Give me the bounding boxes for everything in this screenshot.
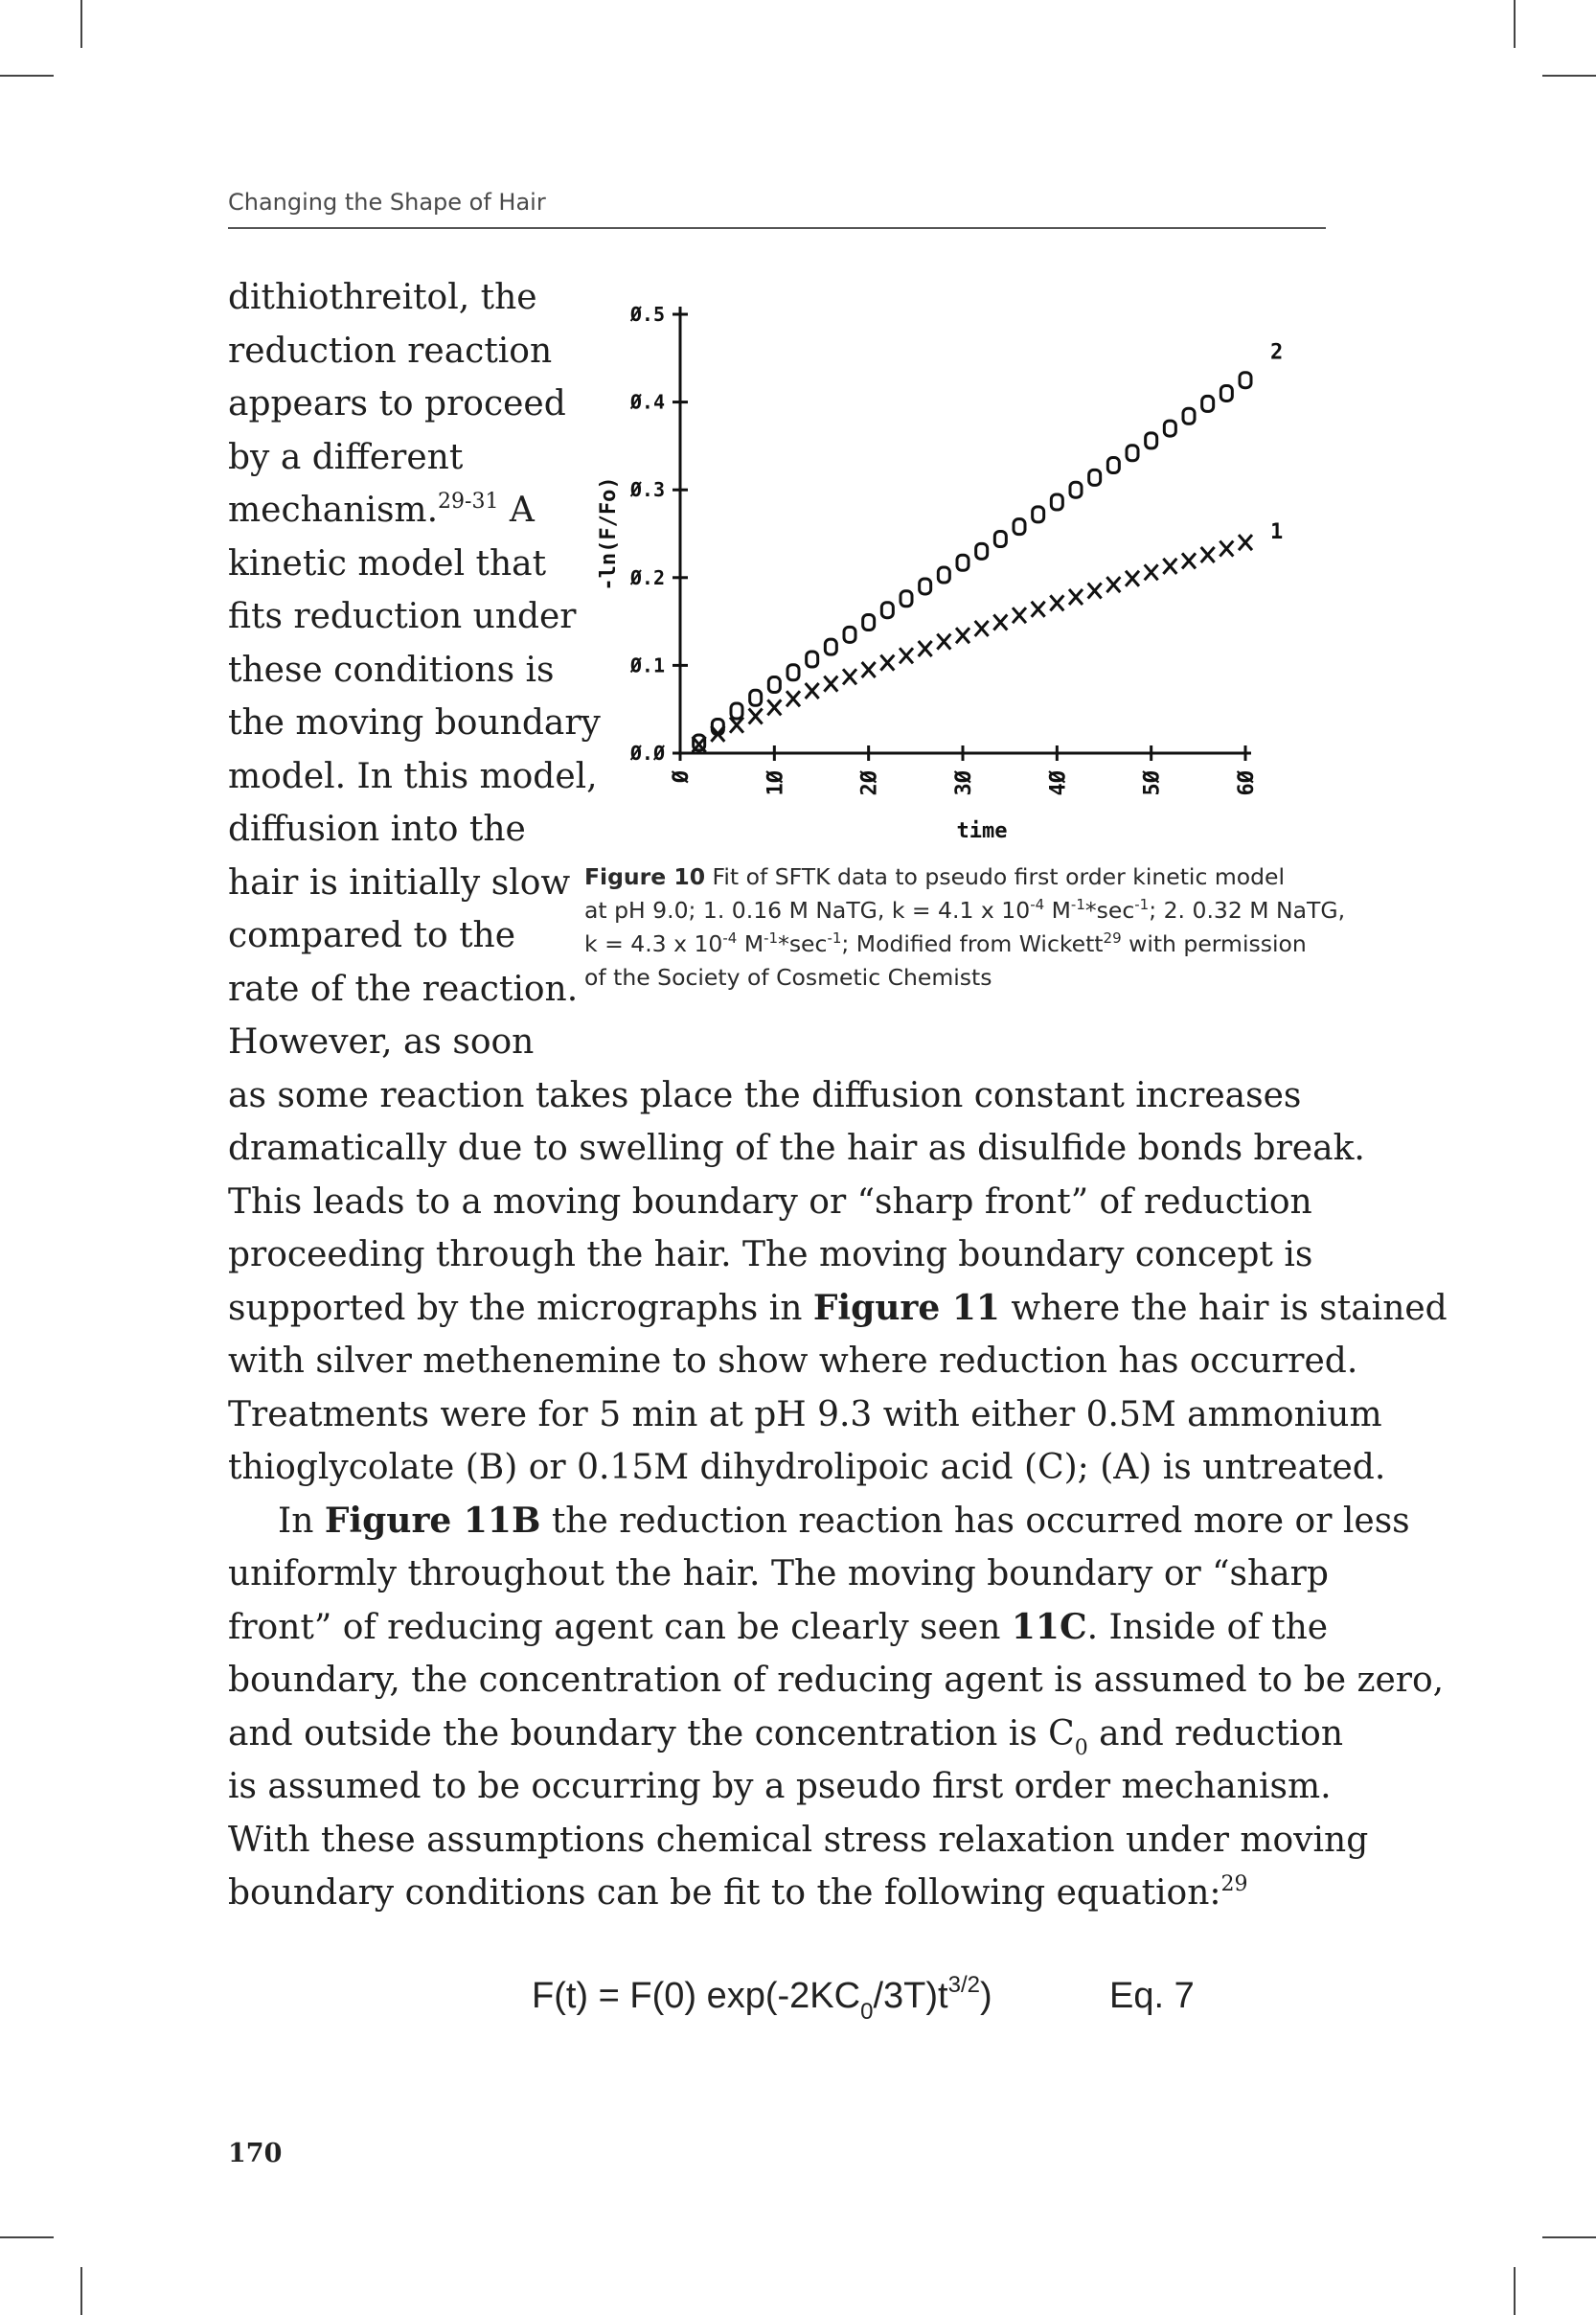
kinetic-plot — [584, 276, 1322, 851]
text-line: boundary, the concentration of reducing agent is assumed to be zero, — [228, 1661, 1445, 1700]
crop-mark — [1542, 75, 1596, 77]
text-line: mechanism.$^{29-31}$ A — [228, 490, 535, 530]
data-point-series-2 — [938, 567, 949, 583]
data-point-series-1 — [1182, 553, 1196, 568]
data-point-series-1 — [1050, 595, 1063, 610]
text-line: fits reduction under — [228, 597, 577, 636]
data-point-series-1 — [1163, 559, 1176, 574]
x-tick-label: 3Ø — [952, 770, 976, 796]
data-point-series-2 — [1127, 446, 1138, 461]
data-point-series-2 — [920, 579, 931, 594]
text-line: rate of the reaction. — [228, 969, 579, 1009]
data-point-series-2 — [1220, 385, 1232, 401]
data-point-series-1 — [1126, 571, 1139, 586]
figure-reference: Figure 11 — [812, 1287, 1000, 1328]
data-point-series-1 — [1088, 584, 1102, 599]
data-point-series-1 — [919, 641, 932, 656]
text-line: as some reaction takes place the diffusion constant increases — [228, 1075, 1302, 1115]
text-line: dithiothreitol, the — [228, 278, 537, 317]
series-label: 2 — [1270, 340, 1284, 365]
text-line: by a different — [228, 437, 464, 477]
data-point-series-1 — [1032, 602, 1045, 617]
text-line: boundary conditions can be fit to the following equation:$^{29}$ — [228, 1872, 1248, 1913]
y-tick-label: Ø.3 — [629, 478, 665, 502]
caption-label: Figure 10 — [584, 863, 706, 890]
citation: 29 — [1220, 1872, 1248, 1896]
text-line: with silver methenemine to show where reduction has occurred. — [228, 1341, 1358, 1381]
y-tick-label: Ø.2 — [629, 565, 665, 589]
data-point-series-1 — [1145, 564, 1158, 580]
citation: 29-31 — [438, 490, 499, 514]
data-point-series-2 — [1164, 421, 1175, 436]
data-point-series-2 — [901, 591, 912, 607]
y-tick-label: Ø.1 — [629, 653, 665, 677]
data-point-series-2 — [750, 690, 762, 705]
text-line: thioglycolate (B) or 0.15M dihydrolipoic acid (C); (A) is untreated. — [228, 1448, 1386, 1487]
crop-mark — [1514, 2267, 1516, 2315]
data-point-series-2 — [1089, 470, 1101, 485]
text-line: proceeding through the hair. The moving boundary concept is — [228, 1235, 1313, 1274]
text-line: uniformly throughout the hair. The moving boundary or “sharp — [228, 1554, 1329, 1593]
data-point-series-2 — [1070, 482, 1082, 497]
caption-line: at pH 9.0; 1. 0.16 M NaTG, k = 4.1 x $10^{-4}$ $M^{-1}*\sec^{-1}$; 2. 0.32 M NaTG, — [584, 896, 1346, 924]
text-line: This leads to a moving boundary or “sharp front” of reduction — [228, 1181, 1312, 1222]
data-point-series-2 — [994, 531, 1006, 546]
text-line: reduction reaction — [228, 331, 553, 371]
equation: F(t) = F(0) $\exp(-2KC_0/3T)t^{3/2}$) — [532, 1972, 992, 2025]
y-axis-label: -ln(F/Fo) — [597, 476, 621, 591]
x-tick-label: 2Ø — [857, 770, 882, 796]
text-line: appears to proceed — [228, 384, 566, 424]
data-point-series-1 — [787, 691, 800, 706]
x-axis-label: time — [956, 819, 1008, 843]
text-line: diffusion into the — [228, 810, 526, 849]
crop-mark — [1542, 2236, 1596, 2238]
data-point-series-2 — [731, 703, 742, 719]
data-point-series-2 — [1240, 373, 1251, 388]
crop-mark — [80, 2267, 82, 2315]
data-point-series-1 — [749, 709, 763, 724]
data-point-series-1 — [956, 628, 969, 643]
x-tick-label: Ø — [670, 770, 694, 784]
data-point-series-1 — [1106, 577, 1120, 592]
running-title: Changing the Shape of Hair — [228, 189, 546, 216]
y-tick-label: Ø.Ø — [629, 742, 665, 765]
data-point-series-2 — [825, 639, 836, 654]
data-point-series-1 — [900, 648, 913, 663]
data-point-series-2 — [844, 627, 855, 642]
crop-mark — [1514, 0, 1516, 48]
caption-line: k = 4.3 x $10^{-4}$ $M^{-1}*\sec^{-1}$; Modified from Wickett$^{29}$ with permission — [584, 929, 1307, 957]
x-tick-label: 5Ø — [1140, 770, 1165, 796]
data-point-series-1 — [806, 683, 819, 699]
figure-10-chart — [584, 276, 1322, 851]
data-point-series-2 — [1107, 458, 1119, 473]
text-line: compared to the — [228, 916, 516, 955]
text-line: these conditions is — [228, 650, 555, 690]
text-line: However, as soon — [228, 1022, 535, 1062]
text-line: Treatments were for 5 min at pH 9.3 with either 0.5M ammonium — [228, 1394, 1382, 1434]
series-label: 1 — [1270, 520, 1284, 545]
text-line: In Figure 11B the reduction reaction has occurred more or less — [278, 1500, 1410, 1541]
data-point-series-2 — [1051, 494, 1062, 510]
data-point-series-1 — [1220, 541, 1233, 557]
data-point-series-2 — [957, 555, 969, 570]
text-line: kinetic model that — [228, 543, 547, 584]
data-point-series-1 — [1239, 535, 1252, 550]
caption-line: of the Society of Cosmetic Chemists — [584, 964, 992, 991]
data-point-series-1 — [1069, 589, 1083, 605]
data-point-series-1 — [862, 662, 876, 677]
page-number: 170 — [228, 2139, 283, 2168]
data-point-series-2 — [863, 615, 875, 630]
text-line: supported by the micrographs in Figure 11 where the hair is stained — [228, 1287, 1448, 1328]
text-line: and outside the boundary the concentration is $C_0$ and reduction — [228, 1713, 1344, 1760]
caption-line: Figure 10 Fit of SFTK data to pseudo first order kinetic model — [584, 863, 1286, 890]
data-point-series-1 — [975, 621, 989, 636]
data-point-series-1 — [1201, 547, 1215, 562]
crop-mark — [0, 2236, 54, 2238]
text-line: front” of reducing agent can be clearly seen 11C. Inside of the — [228, 1606, 1329, 1647]
data-point-series-1 — [1013, 607, 1026, 623]
figure-reference: 11C — [1011, 1606, 1087, 1647]
data-point-series-2 — [1202, 396, 1214, 411]
data-point-series-2 — [1183, 408, 1195, 424]
data-point-series-2 — [976, 543, 988, 559]
y-tick-label: Ø.4 — [629, 390, 665, 414]
data-point-series-2 — [1033, 507, 1044, 522]
data-point-series-2 — [787, 665, 799, 680]
data-point-series-2 — [1014, 519, 1025, 535]
x-tick-label: 6Ø — [1235, 770, 1259, 796]
text-line: With these assumptions chemical stress relaxation under moving — [228, 1820, 1369, 1860]
y-tick-label: Ø.5 — [629, 303, 665, 326]
crop-mark — [0, 75, 54, 77]
data-point-series-2 — [768, 677, 780, 693]
x-tick-label: 4Ø — [1046, 770, 1071, 796]
data-point-series-1 — [843, 669, 856, 684]
crop-mark — [80, 0, 82, 48]
data-point-series-1 — [993, 615, 1007, 630]
text-line: hair is initially slow — [228, 862, 571, 903]
data-point-series-1 — [937, 634, 950, 650]
data-point-series-1 — [824, 676, 837, 692]
x-tick-label: 1Ø — [764, 770, 788, 796]
text-line: the moving boundary — [228, 703, 601, 743]
figure-reference: Figure 11B — [324, 1500, 541, 1541]
text-line: dramatically due to swelling of the hair as disulfide bonds break. — [228, 1129, 1365, 1168]
text-line: is assumed to be occurring by a pseudo first order mechanism. — [228, 1767, 1332, 1806]
data-point-series-2 — [881, 603, 893, 618]
equation-number: Eq. 7 — [1109, 1976, 1195, 2016]
data-point-series-1 — [880, 655, 894, 671]
data-point-series-1 — [767, 699, 781, 715]
data-point-series-2 — [1146, 433, 1157, 448]
text-line: model. In this model, — [228, 756, 598, 796]
data-point-series-2 — [807, 652, 818, 667]
figure-caption — [584, 860, 1346, 995]
running-header — [228, 189, 1326, 229]
